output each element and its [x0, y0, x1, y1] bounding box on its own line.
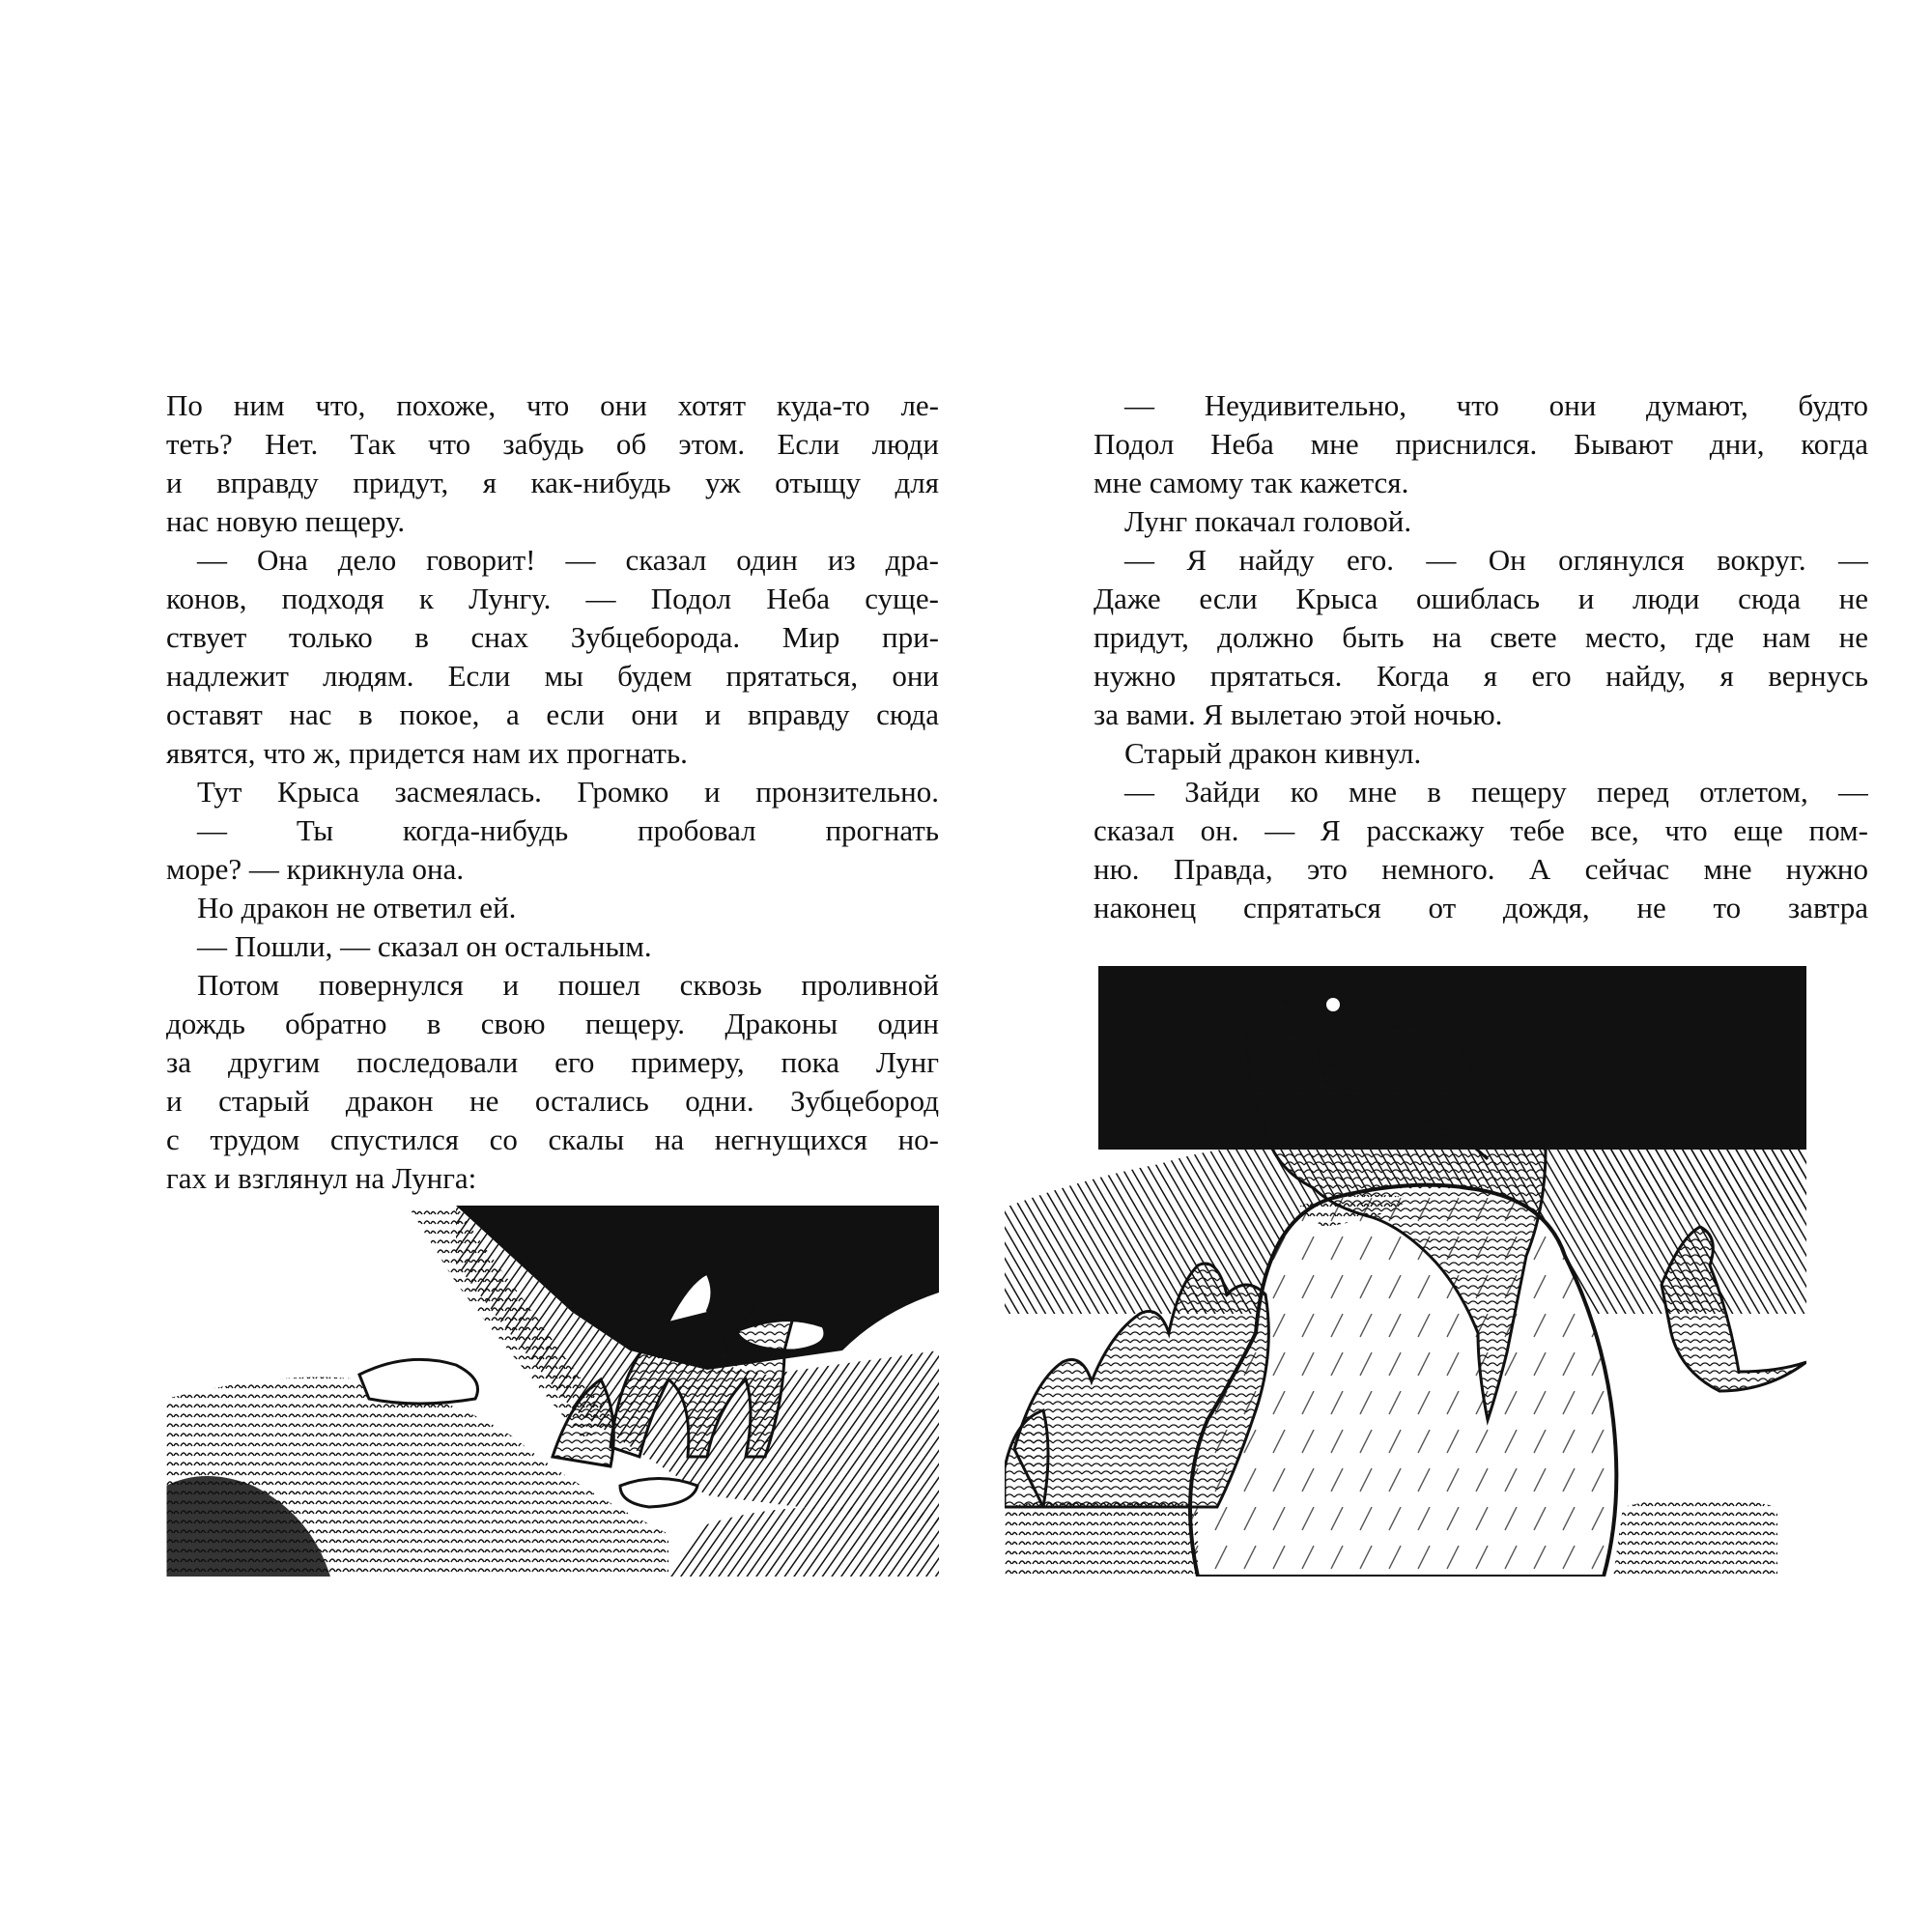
- left-text-line: надлежит людям. Если мы будем прятаться, они: [166, 659, 939, 693]
- left-text-line: теть? Нет. Так что забудь об этом. Если люди: [166, 427, 939, 461]
- left-text-line: оставят нас в покое, а если они и вправду сюда: [166, 697, 939, 731]
- left-text-line: море? — крикнула она.: [166, 852, 465, 886]
- left-text-line: конов, подходя к Лунгу. — Подол Неба суще-: [166, 582, 939, 615]
- right-text-line: за вами. Я вылетаю этой ночью.: [1094, 697, 1503, 731]
- left-text-line: за другим последовали его примеру, пока Лунг: [166, 1045, 939, 1079]
- right-text-line: мне самому так кажется.: [1094, 466, 1409, 499]
- left-text-line: Потом повернулся и пошел сквозь проливной: [197, 968, 939, 1002]
- right-text-line: ню. Правда, это немного. А сейчас мне нужно: [1094, 852, 1868, 886]
- left-text-line: — Пошли, — сказал он остальным.: [197, 929, 652, 963]
- left-text-line: нас новую пещеру.: [166, 504, 406, 538]
- right-text-line: придут, должно быть на свете место, где нам не: [1094, 620, 1868, 654]
- left-text-line: дождь обратно в свою пещеру. Драконы один: [166, 1007, 939, 1040]
- old-dragon-on-rock-illustration: [1005, 966, 1806, 1577]
- right-text-line: наконец спрятаться от дождя, не то завтра: [1094, 891, 1868, 924]
- left-page-text: [166, 386, 939, 1198]
- left-text-line: и вправду придут, я как-нибудь уж отыщу для: [166, 466, 939, 499]
- left-text-line: — Она дело говорит! — сказал один из дра-: [197, 543, 939, 577]
- left-text-line: гах и взглянул на Лунга:: [166, 1161, 477, 1195]
- right-text-line: — Неудивительно, что они думают, будто: [1124, 388, 1868, 422]
- left-text-line: с трудом спустился со скалы на негнущихся но-: [166, 1122, 939, 1156]
- right-text-line: — Я найду его. — Он оглянулся вокруг. —: [1124, 543, 1868, 577]
- right-text-line: Даже если Крыса ошиблась и люди сюда не: [1094, 582, 1868, 615]
- left-text-line: ствует только в снах Зубцеборода. Мир при-: [166, 620, 939, 654]
- left-text-line: Тут Крыса засмеялась. Громко и пронзительно.: [197, 775, 939, 809]
- left-text-line: явятся, что ж, придется нам их прогнать.: [166, 736, 688, 770]
- right-text-line: — Зайди ко мне в пещеру перед отлетом, —: [1124, 775, 1868, 809]
- left-text-line: и старый дракон не остались одни. Зубцебород: [166, 1084, 939, 1118]
- right-page-text: [1094, 386, 1868, 927]
- right-text-line: Старый дракон кивнул.: [1124, 736, 1422, 770]
- right-text-line: нужно прятаться. Когда я его найду, я вернусь: [1094, 659, 1868, 693]
- dragons-on-hillside-illustration: [166, 1206, 939, 1577]
- right-text-line: Лунг покачал головой.: [1124, 504, 1412, 538]
- right-text-line: сказал он. — Я расскажу тебе все, что еще пом-: [1094, 813, 1868, 847]
- left-text-line: — Ты когда-нибудь пробовал прогнать: [197, 813, 939, 847]
- right-text-line: Подол Неба мне приснился. Бывают дни, когда: [1094, 427, 1868, 461]
- left-text-line: По ним что, похоже, что они хотят куда-то ле-: [166, 388, 939, 422]
- left-text-line: Но дракон не ответил ей.: [197, 891, 517, 924]
